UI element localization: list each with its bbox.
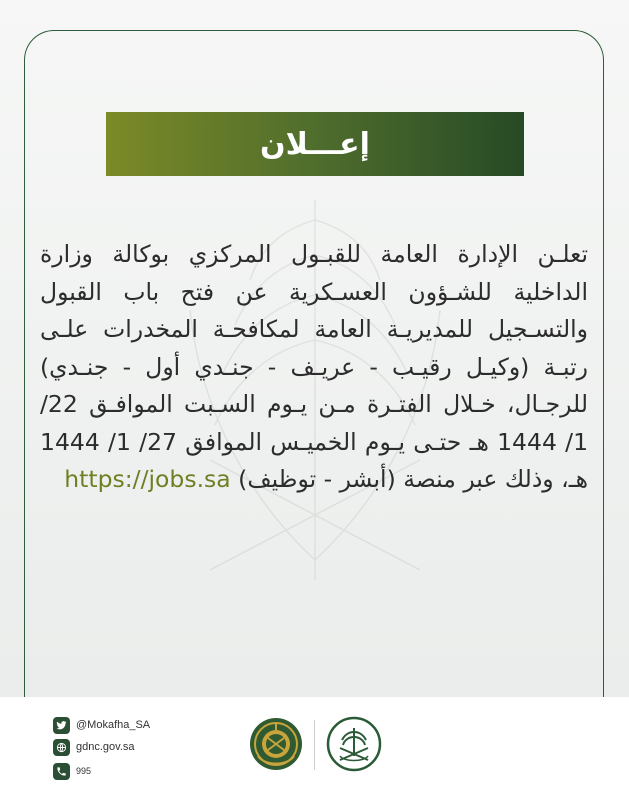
phone-number: 995 [76,766,92,776]
announcement-body-text: تعلـن الإدارة العامة للقبـول المركزي بوكالة وزارة الداخلية للشـؤون العسـكرية عن فتح باب القبول والتسـجيل للمديريـة العامة لمكافحـة المخدرات علـى رتبـة (وكيـل رقيـب - عريـف - جنـدي أول - جنـدي) للرجـال، خـلال الفتـرة مـن يـوم السـبت الموافـق 22/ 1/ 1444 هـ حتـى يـوم الخميـس الموافق 27/ 1/ 1444 هـ، وذلك عبر منصة (أبشر - توظيف) [40,240,589,493]
announcement-body [40,236,588,499]
website-url: gdnc.gov.sa [76,741,135,753]
contact-twitter[interactable] [53,716,150,734]
gdnc-emblem-logo [248,716,304,772]
jobs-link[interactable]: https://jobs.sa [64,465,231,493]
saudi-emblem-logo [326,716,382,772]
contact-website[interactable] [53,738,135,756]
announcement-title: إعـــلان [260,126,370,162]
twitter-handle: @Mokafha_SA [76,719,151,731]
logo-divider [314,720,315,770]
announcement-title-banner [106,112,524,176]
twitter-icon [53,717,70,734]
globe-icon [53,739,70,756]
contact-phone[interactable] [53,762,91,780]
phone-icon [53,763,70,780]
